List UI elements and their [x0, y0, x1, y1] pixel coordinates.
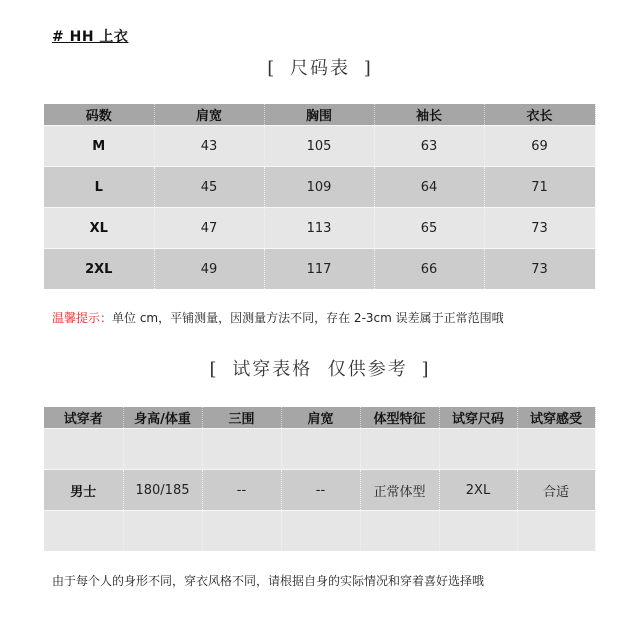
- measurement-note: [52, 309, 504, 326]
- column-header: 胸围: [264, 104, 374, 126]
- table-cell: 109: [264, 167, 374, 208]
- size-cell: 2XL: [44, 249, 154, 290]
- table-row: [44, 511, 595, 552]
- size-cell: M: [44, 126, 154, 167]
- table-cell: [44, 429, 123, 470]
- table-cell: [44, 511, 123, 552]
- note-text: 单位 cm，平铺测量，因测量方法不同，存在 2-3cm 误差属于正常范围哦: [112, 311, 504, 325]
- table-row: [44, 249, 595, 290]
- size-chart-title: [0, 54, 640, 80]
- table-cell: [123, 511, 202, 552]
- bracket-left: [: [209, 359, 219, 380]
- bracket-left: [: [267, 58, 277, 79]
- table-row: [44, 126, 595, 167]
- size-chart-title-text: 尺码表: [290, 58, 350, 79]
- table-cell: 71: [484, 167, 595, 208]
- table-cell: [202, 429, 281, 470]
- product-heading: # HH 上衣: [52, 29, 129, 45]
- table-cell: 合适: [517, 470, 595, 511]
- table-cell: 69: [484, 126, 595, 167]
- table-cell: [439, 511, 517, 552]
- note-label: 温馨提示：: [52, 311, 113, 325]
- column-header: 袖长: [374, 104, 484, 126]
- column-header: 肩宽: [281, 407, 360, 429]
- table-cell: 180/185: [123, 470, 202, 511]
- try-on-table: [44, 407, 596, 551]
- tester-cell: 男士: [44, 470, 123, 511]
- table-cell: 117: [264, 249, 374, 290]
- table-row: [44, 470, 595, 511]
- footer-note: 由于每个人的身形不同，穿衣风格不同，请根据自身的实际情况和穿着喜好选择哦: [52, 574, 485, 588]
- column-header: 衣长: [484, 104, 595, 126]
- table-cell: [202, 511, 281, 552]
- table-cell: 43: [154, 126, 264, 167]
- column-header: 试穿尺码: [439, 407, 517, 429]
- bracket-right: ]: [363, 58, 373, 79]
- column-header: 试穿感受: [517, 407, 595, 429]
- column-header: 肩宽: [154, 104, 264, 126]
- column-header: 身高/体重: [123, 407, 202, 429]
- table-cell: 73: [484, 249, 595, 290]
- table-cell: 63: [374, 126, 484, 167]
- size-cell: L: [44, 167, 154, 208]
- table-cell: 66: [374, 249, 484, 290]
- table-cell: [123, 429, 202, 470]
- table-cell: 105: [264, 126, 374, 167]
- table-cell: 113: [264, 208, 374, 249]
- column-header: 体型特征: [360, 407, 439, 429]
- size-chart-table: [44, 104, 596, 289]
- table-header-row: [44, 104, 595, 126]
- table-cell: 47: [154, 208, 264, 249]
- table-cell: 49: [154, 249, 264, 290]
- table-cell: 正常体型: [360, 470, 439, 511]
- table-cell: 45: [154, 167, 264, 208]
- table-cell: [517, 511, 595, 552]
- table-cell: 65: [374, 208, 484, 249]
- bracket-right: ]: [421, 359, 431, 380]
- table-cell: 73: [484, 208, 595, 249]
- table-cell: [281, 511, 360, 552]
- table-cell: [281, 429, 360, 470]
- table-cell: [439, 429, 517, 470]
- table-cell: 2XL: [439, 470, 517, 511]
- column-header: 试穿者: [44, 407, 123, 429]
- table-cell: --: [202, 470, 281, 511]
- column-header: 三围: [202, 407, 281, 429]
- table-row: [44, 429, 595, 470]
- table-cell: 64: [374, 167, 484, 208]
- table-cell: [517, 429, 595, 470]
- table-cell: --: [281, 470, 360, 511]
- size-cell: XL: [44, 208, 154, 249]
- column-header: 码数: [44, 104, 154, 126]
- table-row: [44, 208, 595, 249]
- table-row: [44, 167, 595, 208]
- try-on-title: [0, 355, 640, 381]
- table-cell: [360, 429, 439, 470]
- table-cell: [360, 511, 439, 552]
- table-header-row: [44, 407, 595, 429]
- try-on-title-text: 试穿表格 仅供参考: [232, 359, 408, 380]
